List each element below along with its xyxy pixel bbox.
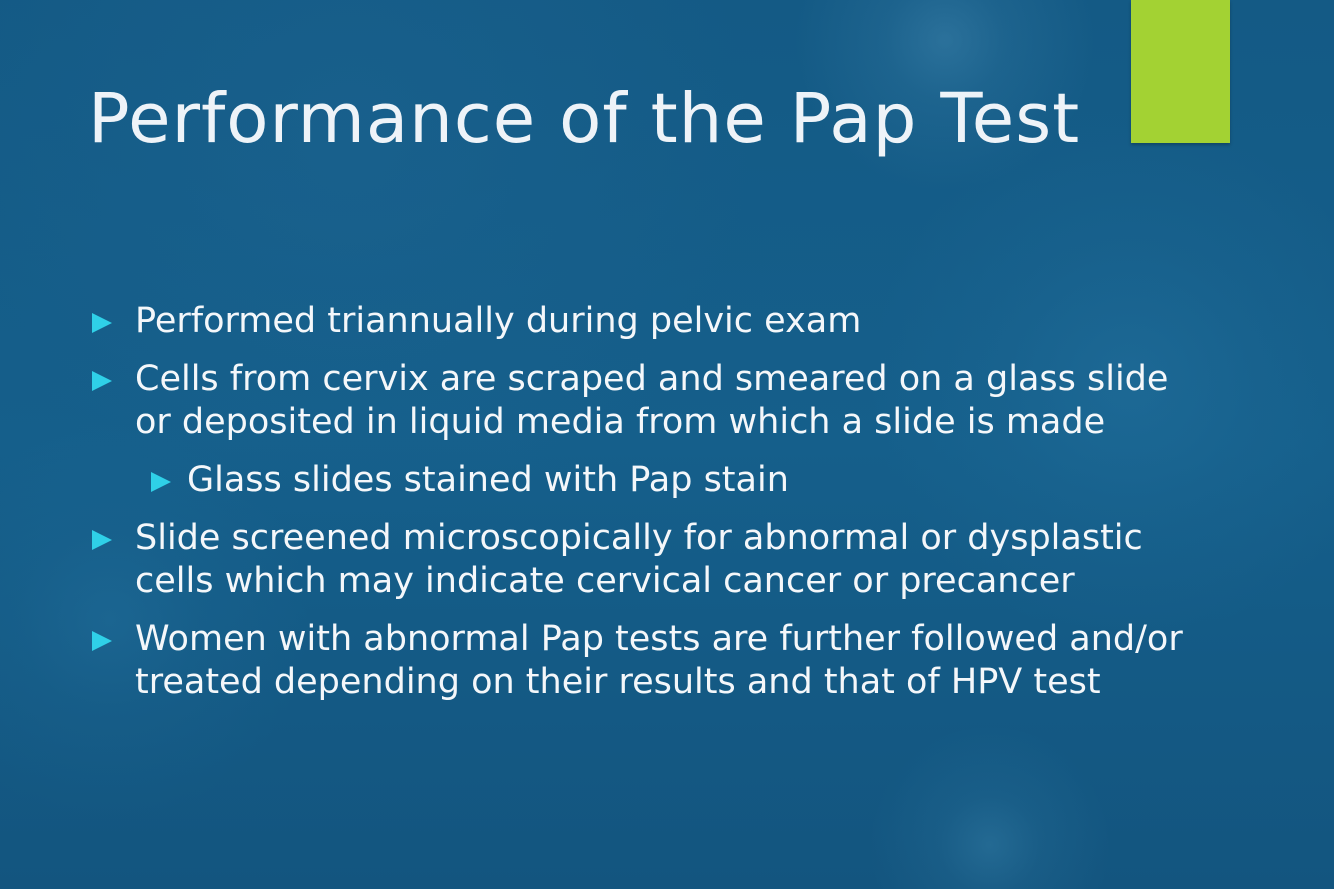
bullet-list <box>92 300 1202 719</box>
bullet-item <box>92 358 1202 444</box>
bullet-item <box>92 300 1202 343</box>
bullet-text: Slide screened microscopically for abnormal or dysplastic cells which may indicate cervical cancer or precancer <box>135 518 1143 601</box>
bullet-item <box>92 517 1202 603</box>
bullet-item <box>92 618 1202 704</box>
bullet-text: Cells from cervix are scraped and smeared on a glass slide or deposited in liquid media from which a slide is made <box>135 359 1169 442</box>
triangle-right-icon <box>92 313 112 333</box>
triangle-right-icon <box>92 631 112 651</box>
sub-bullet-item <box>92 459 1202 502</box>
triangle-right-icon <box>92 371 112 391</box>
bullet-text: Performed triannually during pelvic exam <box>135 301 862 341</box>
slide-title: Performance of the Pap Test <box>88 79 1081 159</box>
sub-bullet-text: Glass slides stained with Pap stain <box>187 460 789 500</box>
bullet-text: Women with abnormal Pap tests are further followed and/or treated depending on their results and that of HPV test <box>135 619 1183 702</box>
triangle-right-icon <box>151 472 171 492</box>
triangle-right-icon <box>92 530 112 550</box>
accent-bar <box>1131 0 1230 143</box>
